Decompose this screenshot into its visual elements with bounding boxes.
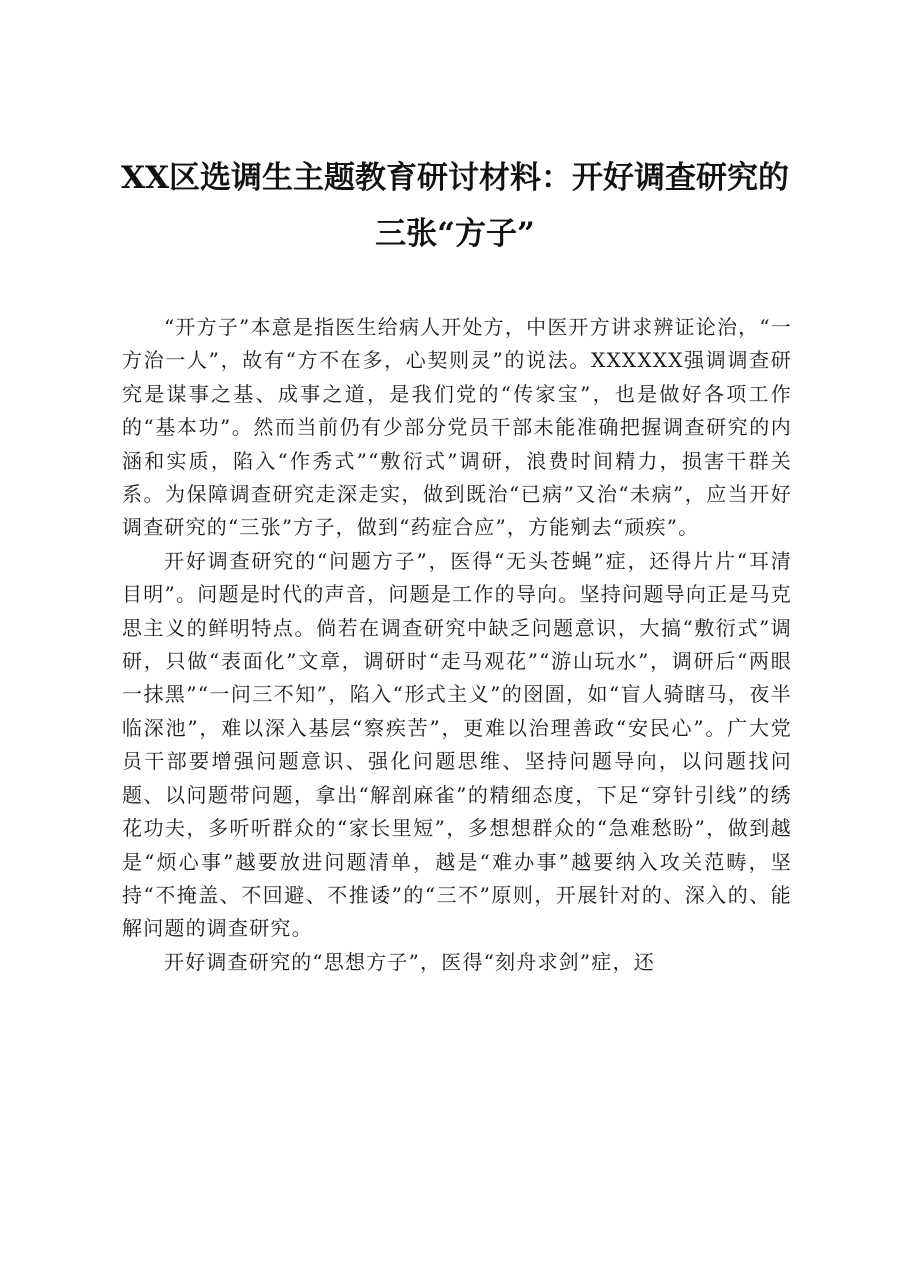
paragraph-thought-prescription: 开好调查研究的“思想方子”，医得“刻舟求剑”症，还	[164, 949, 655, 974]
paragraph-problem-prescription: 开好调查研究的“问题方子”，医得“无头苍蝇”症，还得片片“耳清目明”。问题是时代的声音，问题是工作的导向。坚持问题导向正是马克思主义的鲜明特点。倘若在调查研究中缺乏问题意识，大搞“敷衍式”调研，只做“表面化”文章，调研时“走马观花”“游山玩水”，调研后“两眼一抹黑”“一问三不知”，陷入“形式主义”的囹圄，如“盲人骑瞎马，夜半临深池”，难以深入基层“察疾苦”，更难以治理善政“安民心”。广大党员干部要增强问题意识、强化问题思维、坚持问题导向，以问题找问题、以问题带问题，拿出“解剖麻雀”的精细态度，下足“穿针引线”的绣花功夫，多听听群众的“家长里短”，多想想群众的“急难愁盼”，做到越是“烦心事”越要放进问题清单，越是“难办事”越要纳入攻关范畴，坚持“不掩盖、不回避、不推诿”的“三不”原则，开展针对的、深入的、能解问题的调查研究。	[122, 548, 792, 941]
paragraph-intro: “开方子”本意是指医生给病人开处方，中医开方讲求辨证论治，“一方治一人”，故有“方不在多，心契则灵”的说法。XXXXXX强调调查研究是谋事之基、成事之道，是我们党的“传家宝”，也是做好各项工作的“基本功”。然而当前仍有少部分党员干部未能准确把握调查研究的内涵和实质，陷入“作秀式”“敷衍式”调研，浪费时间精力，损害干群关系。为保障调查研究走深走实，做到既治“已病”又治“未病”，应当开好调查研究的“三张”方子，做到“药症合应”，方能剜去“顽疾”。	[122, 315, 792, 540]
page-title: XX区选调生主题教育研讨材料：开好调查研究的三张“方子”	[120, 160, 790, 252]
document-body	[122, 311, 792, 979]
